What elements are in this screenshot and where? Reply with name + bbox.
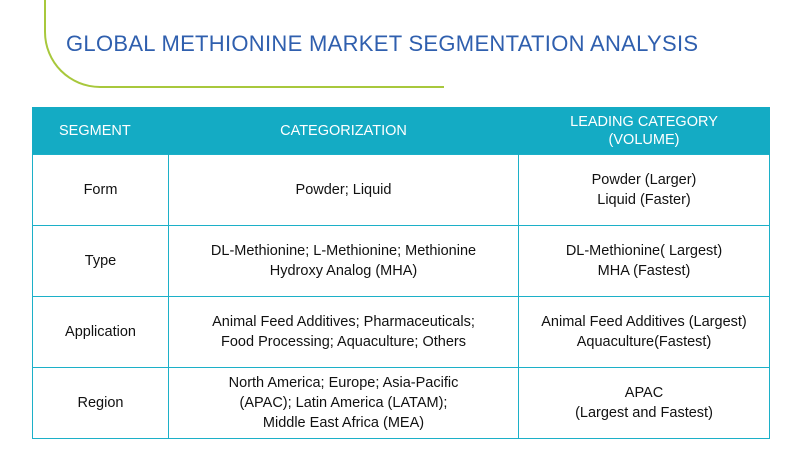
leading-category-cell [519, 155, 770, 226]
leading-category-cell [519, 368, 770, 439]
header-leading-line-1: LEADING CATEGORY [570, 113, 718, 130]
table-row-form [33, 155, 770, 226]
leading-line: Liquid (Faster) [597, 192, 691, 208]
segment-cell: Application [33, 297, 169, 368]
leading-line: APAC [624, 385, 664, 401]
table-row-application [33, 297, 770, 368]
categorization-line: North America; Europe; Asia-Pacific [228, 375, 459, 391]
categorization-line: (APAC); Latin America (LATAM); [239, 395, 448, 411]
segmentation-table [32, 107, 770, 439]
leading-line: DL-Methionine( Largest) [565, 243, 723, 259]
categorization-line: Middle East Africa (MEA) [262, 415, 425, 431]
categorization-cell [169, 226, 519, 297]
segment-cell: Form [33, 155, 169, 226]
segment-cell: Type [33, 226, 169, 297]
table-row-type [33, 226, 770, 297]
header-leading-line-2: (VOLUME) [608, 131, 680, 148]
categorization-line: DL-Methionine; L-Methionine; Methionine [210, 243, 477, 259]
categorization-cell [169, 155, 519, 226]
leading-category-cell [519, 297, 770, 368]
page-title: GLOBAL METHIONINE MARKET SEGMENTATION ANALYSIS [66, 31, 699, 56]
categorization-line: Hydroxy Analog (MHA) [269, 263, 418, 279]
categorization-cell [169, 368, 519, 439]
header-segment: SEGMENT [33, 107, 169, 155]
categorization-line: Animal Feed Additives; Pharmaceuticals; [212, 314, 475, 330]
leading-line: MHA (Fastest) [597, 263, 691, 279]
header-categorization: CATEGORIZATION [169, 107, 519, 155]
categorization-line: Powder; Liquid [295, 182, 392, 198]
table-header-row [33, 107, 770, 155]
categorization-line: Food Processing; Aquaculture; Others [220, 334, 467, 350]
leading-line: Powder (Larger) [591, 172, 697, 188]
leading-category-cell [519, 226, 770, 297]
table-row-region [33, 368, 770, 439]
leading-line: (Largest and Fastest) [575, 405, 713, 421]
leading-line: Animal Feed Additives (Largest) [541, 314, 747, 330]
segment-cell: Region [33, 368, 169, 439]
header-leading-category [519, 107, 770, 155]
categorization-cell [169, 297, 519, 368]
leading-line: Aquaculture(Fastest) [576, 334, 712, 350]
